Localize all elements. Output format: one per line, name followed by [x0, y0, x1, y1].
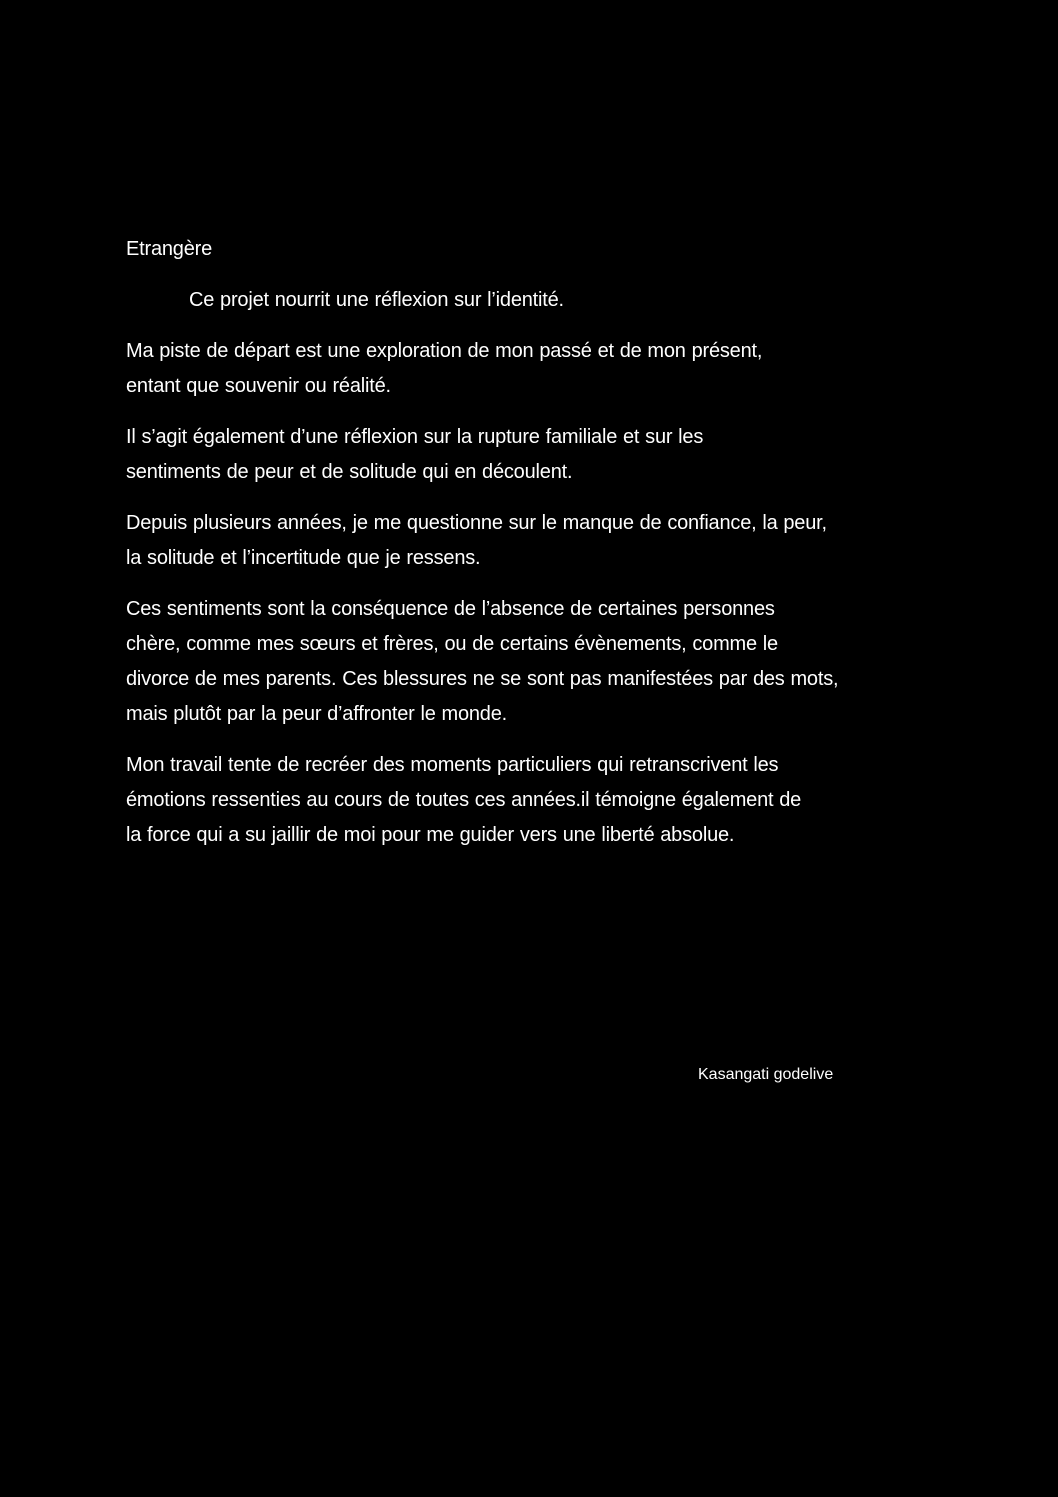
paragraph-line: entant que souvenir ou réalité.: [126, 375, 391, 397]
paragraph-line: mais plutôt par la peur d’affronter le monde.: [126, 703, 508, 725]
paragraph-line: émotions ressenties au cours de toutes ces années.il témoigne également de: [126, 789, 802, 811]
paragraph-1: [126, 334, 941, 404]
paragraph-4: [126, 592, 941, 732]
paragraph-5: [126, 748, 941, 853]
paragraph-line: Ma piste de départ est une exploration de mon passé et de mon présent,: [126, 340, 763, 362]
paragraph-2: [126, 420, 941, 490]
paragraph-3: [126, 506, 941, 576]
paragraph-line: Il s’agit également d’une réflexion sur la rupture familiale et sur les: [126, 426, 704, 448]
paragraph-line: Depuis plusieurs années, je me questionne sur le manque de confiance, la peur,: [126, 512, 827, 534]
document-body: [126, 232, 941, 869]
paragraph-line: divorce de mes parents. Ces blessures ne se sont pas manifestées par des mots,: [126, 668, 839, 690]
paragraph-line: Ces sentiments sont la conséquence de l’absence de certaines personnes: [126, 598, 775, 620]
author-signature: Kasangati godelive: [698, 1066, 834, 1083]
paragraph-line: sentiments de peur et de solitude qui en découlent.: [126, 461, 573, 483]
paragraph-line: la force qui a su jaillir de moi pour me guider vers une liberté absolue.: [126, 824, 735, 846]
paragraph-line: chère, comme mes sœurs et frères, ou de certains évènements, comme le: [126, 633, 778, 655]
paragraph-line: la solitude et l’incertitude que je ressens.: [126, 547, 481, 569]
paragraph-line: Mon travail tente de recréer des moments particuliers qui retranscrivent les: [126, 754, 779, 776]
intro-paragraph: Ce projet nourrit une réflexion sur l’identité.: [189, 289, 564, 311]
document-title: Etrangère: [126, 238, 213, 260]
